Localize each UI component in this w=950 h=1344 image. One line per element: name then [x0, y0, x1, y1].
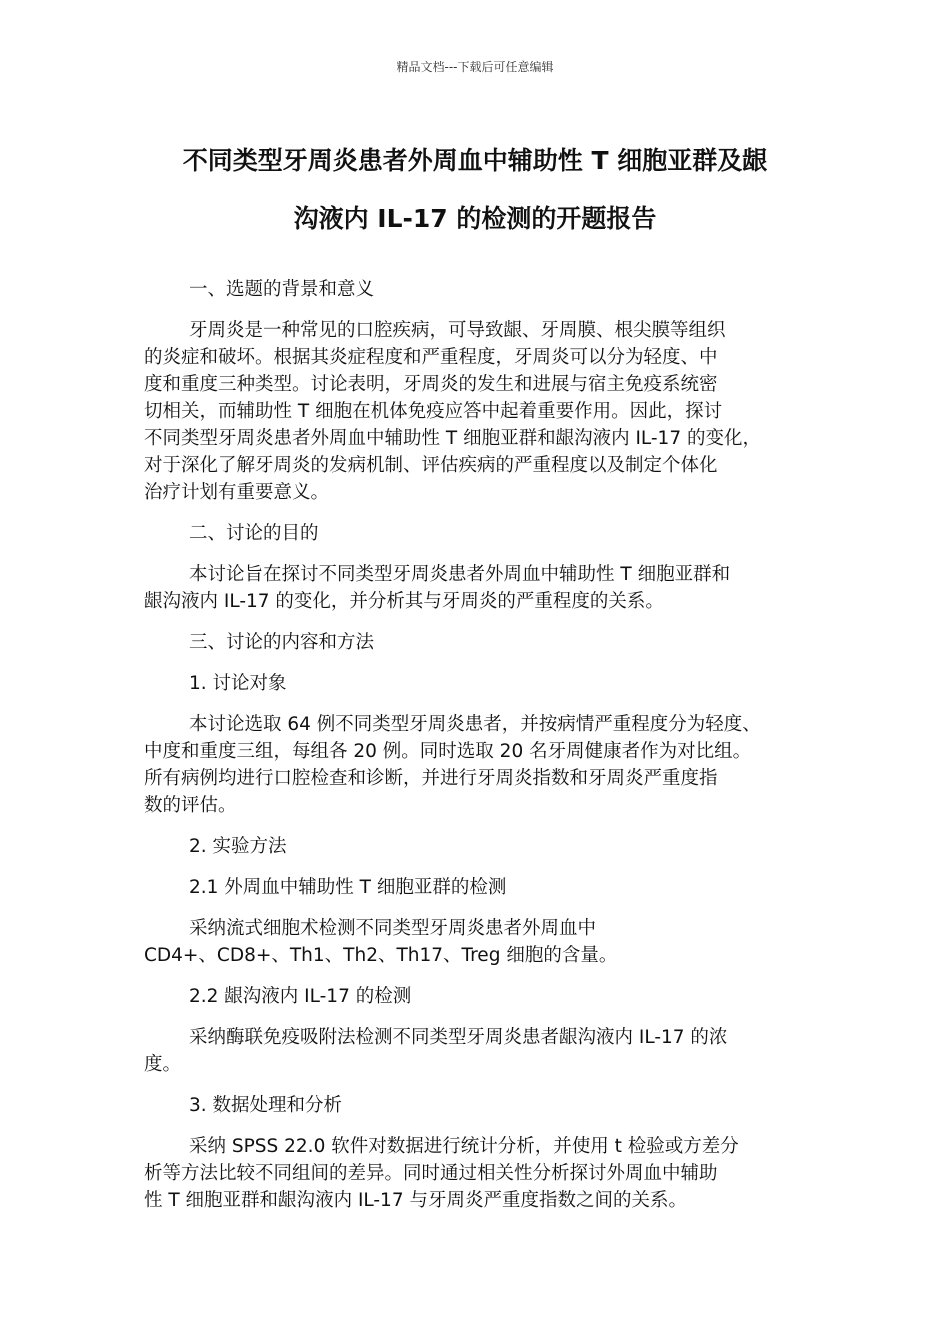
section-heading-content-methods: 三、讨论的内容和方法	[189, 632, 375, 653]
paragraph-line: 采纳流式细胞术检测不同类型牙周炎患者外周血中	[189, 918, 597, 939]
subsection-heading-methods: 2. 实验方法	[189, 836, 287, 857]
paragraph-line: 对于深化了解牙周炎的发病机制、评估疾病的严重程度以及制定个体化	[144, 455, 718, 476]
paragraph-line: 治疗计划有重要意义。	[144, 482, 330, 503]
paragraph-line: 中度和重度三组，每组各 20 例。同时选取 20 名牙周健康者作为对比组。	[144, 741, 752, 762]
paragraph-il17-detection	[144, 1024, 824, 1078]
document-body	[144, 276, 824, 1228]
document-title	[130, 132, 820, 248]
paragraph-line: 采纳酶联免疫吸附法检测不同类型牙周炎患者龈沟液内 IL-17 的浓	[189, 1027, 728, 1048]
paragraph-line: 龈沟液内 IL-17 的变化，并分析其与牙周炎的严重程度的关系。	[144, 591, 664, 612]
subsection-heading-subjects: 1. 讨论对象	[189, 673, 287, 694]
paragraph-line: 本讨论旨在探讨不同类型牙周炎患者外周血中辅助性 T 细胞亚群和	[189, 564, 731, 585]
paragraph-line: 的炎症和破坏。根据其炎症程度和严重程度，牙周炎可以分为轻度、中	[144, 347, 718, 368]
paragraph-line: 牙周炎是一种常见的口腔疾病，可导致龈、牙周膜、根尖膜等组织	[189, 320, 726, 341]
title-line-2: 沟液内 IL-17 的检测的开题报告	[293, 204, 657, 233]
paragraph-subjects	[144, 711, 824, 819]
paragraph-line: 切相关，而辅助性 T 细胞在机体免疫应答中起着重要作用。因此，探讨	[144, 401, 723, 422]
paragraph-line: 不同类型牙周炎患者外周血中辅助性 T 细胞亚群和龈沟液内 IL-17 的变化，	[144, 428, 761, 449]
paragraph-data-analysis	[144, 1133, 824, 1214]
paragraph-line: 度。	[144, 1054, 182, 1075]
paragraph-background	[144, 317, 824, 506]
paragraph-purpose	[144, 561, 824, 615]
paragraph-th-detection	[144, 915, 824, 969]
title-line-1: 不同类型牙周炎患者外周血中辅助性 T 细胞亚群及龈	[182, 146, 768, 175]
header-note: 精品文档---下载后可任意编辑	[396, 60, 554, 74]
paragraph-line: 数的评估。	[144, 795, 237, 816]
subsection-heading-th-detection: 2.1 外周血中辅助性 T 细胞亚群的检测	[189, 877, 507, 898]
paragraph-line: 采纳 SPSS 22.0 软件对数据进行统计分析，并使用 t 检验或方差分	[189, 1136, 739, 1157]
subsection-heading-data-analysis: 3. 数据处理和分析	[189, 1095, 343, 1116]
section-heading-purpose: 二、讨论的目的	[189, 523, 319, 544]
subsection-heading-il17-detection: 2.2 龈沟液内 IL-17 的检测	[189, 986, 412, 1007]
paragraph-line: 性 T 细胞亚群和龈沟液内 IL-17 与牙周炎严重度指数之间的关系。	[144, 1190, 687, 1211]
paragraph-line: CD4+、CD8+、Th1、Th2、Th17、Treg 细胞的含量。	[144, 945, 618, 966]
paragraph-line: 所有病例均进行口腔检查和诊断，并进行牙周炎指数和牙周炎严重度指	[144, 768, 718, 789]
paragraph-line: 本讨论选取 64 例不同类型牙周炎患者，并按病情严重程度分为轻度、	[189, 714, 761, 735]
paragraph-line: 度和重度三种类型。讨论表明，牙周炎的发生和进展与宿主免疫系统密	[144, 374, 718, 395]
paragraph-line: 析等方法比较不同组间的差异。同时通过相关性分析探讨外周血中辅助	[144, 1163, 718, 1184]
section-heading-background: 一、选题的背景和意义	[189, 279, 375, 300]
